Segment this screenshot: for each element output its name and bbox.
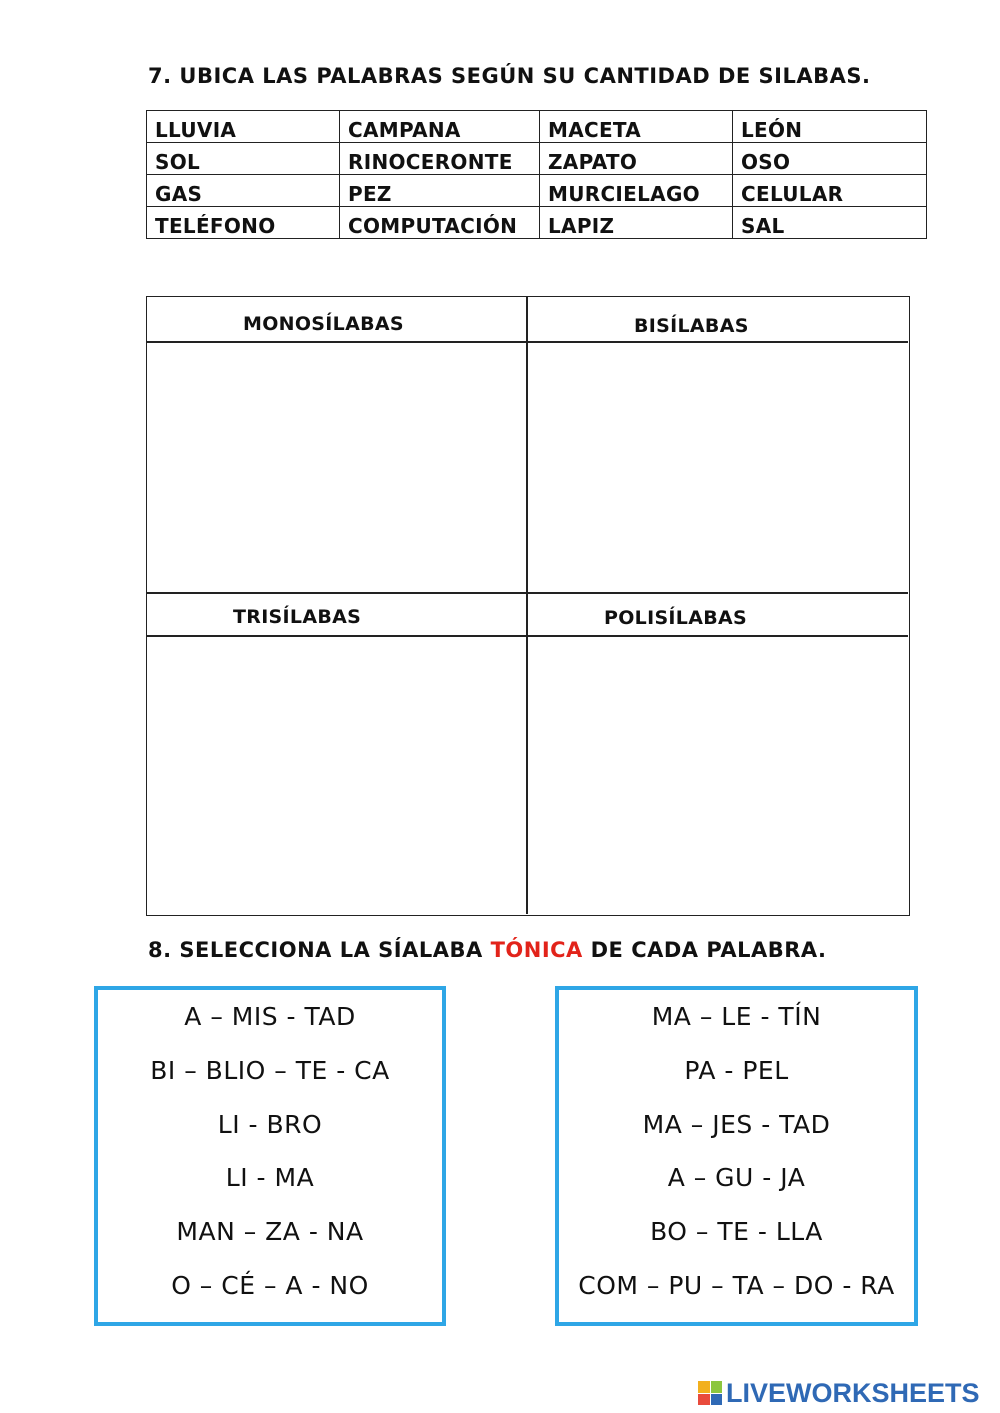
logo-square <box>711 1381 723 1393</box>
word-cell[interactable]: LEÓN <box>733 111 927 143</box>
section-7-instruction <box>148 64 871 88</box>
liveworksheets-wordmark: LIVEWORKSHEETS <box>726 1377 980 1408</box>
syllable-box-left <box>94 986 446 1326</box>
section-8-highlight-tonica: TÓNICA <box>490 938 583 962</box>
word-table-row <box>147 143 927 175</box>
word-cell[interactable]: PEZ <box>340 175 540 207</box>
logo-square <box>698 1381 710 1393</box>
dropzone-polisilabas[interactable] <box>528 637 908 914</box>
word-cell[interactable]: CAMPANA <box>340 111 540 143</box>
syllable-word-right[interactable]: COM – PU – TA – DO - RA <box>578 1271 895 1300</box>
dropzone-bisilabas[interactable] <box>528 343 908 592</box>
liveworksheets-logo-icon <box>698 1381 722 1405</box>
logo-square <box>711 1394 723 1406</box>
syllable-word-right[interactable]: A – GU - JA <box>667 1163 806 1193</box>
syllable-word-left[interactable]: MAN – ZA - NA <box>176 1217 364 1247</box>
category-label-monosilabas: MONOSÍLABAS <box>243 313 404 335</box>
word-cell[interactable]: MURCIELAGO <box>540 175 733 207</box>
word-table-row <box>147 175 927 207</box>
syllable-word-right[interactable]: MA – LE - TÍN <box>651 1002 822 1031</box>
section-8-number: 8. <box>148 938 172 962</box>
syllable-word-right[interactable]: PA - PEL <box>684 1055 789 1085</box>
syllable-classification-grid <box>146 296 910 916</box>
word-cell[interactable]: RINOCERONTE <box>340 143 540 175</box>
section-7-number: 7. <box>148 64 172 88</box>
category-label-trisilabas: TRISÍLABAS <box>233 606 362 628</box>
dropzone-trisilabas[interactable] <box>147 637 526 914</box>
word-cell[interactable]: SAL <box>733 207 927 239</box>
syllable-box-right <box>555 986 918 1326</box>
word-cell[interactable]: LAPIZ <box>540 207 733 239</box>
word-table <box>146 110 927 239</box>
word-cell[interactable]: CELULAR <box>733 175 927 207</box>
syllable-word-left[interactable]: A – MIS - TAD <box>184 1002 356 1031</box>
logo-square <box>698 1394 710 1406</box>
section-8-instruction <box>148 938 827 962</box>
syllable-word-left[interactable]: BI – BLIO – TE - CA <box>150 1055 390 1085</box>
grid-divider-middle <box>147 592 908 594</box>
word-cell[interactable]: GAS <box>147 175 340 207</box>
word-cell[interactable]: LLUVIA <box>147 111 340 143</box>
syllable-word-left[interactable]: LI - MA <box>225 1163 315 1193</box>
word-cell[interactable]: ZAPATO <box>540 143 733 175</box>
syllable-word-right[interactable]: MA – JES - TAD <box>642 1109 831 1139</box>
word-cell[interactable]: SOL <box>147 143 340 175</box>
word-cell[interactable]: TELÉFONO <box>147 207 340 239</box>
syllable-word-right[interactable]: BO – TE - LLA <box>650 1217 823 1247</box>
section-8-text-before: SELECCIONA LA SÍALABA <box>179 938 483 962</box>
word-table-row <box>147 111 927 143</box>
word-cell[interactable]: COMPUTACIÓN <box>340 207 540 239</box>
word-cell[interactable]: MACETA <box>540 111 733 143</box>
liveworksheets-brand <box>698 1376 980 1410</box>
category-label-polisilabas: POLISÍLABAS <box>604 607 747 629</box>
word-cell[interactable]: OSO <box>733 143 927 175</box>
syllable-word-left[interactable]: O – CÉ – A - NO <box>171 1271 369 1300</box>
category-label-bisilabas: BISÍLABAS <box>634 315 749 337</box>
section-7-text: UBICA LAS PALABRAS SEGÚN SU CANTIDAD DE SILABAS. <box>179 64 871 88</box>
word-table-row <box>147 207 927 239</box>
dropzone-monosilabas[interactable] <box>147 343 526 592</box>
syllable-word-left[interactable]: LI - BRO <box>217 1109 323 1139</box>
section-8-text-after: DE CADA PALABRA. <box>590 938 827 962</box>
